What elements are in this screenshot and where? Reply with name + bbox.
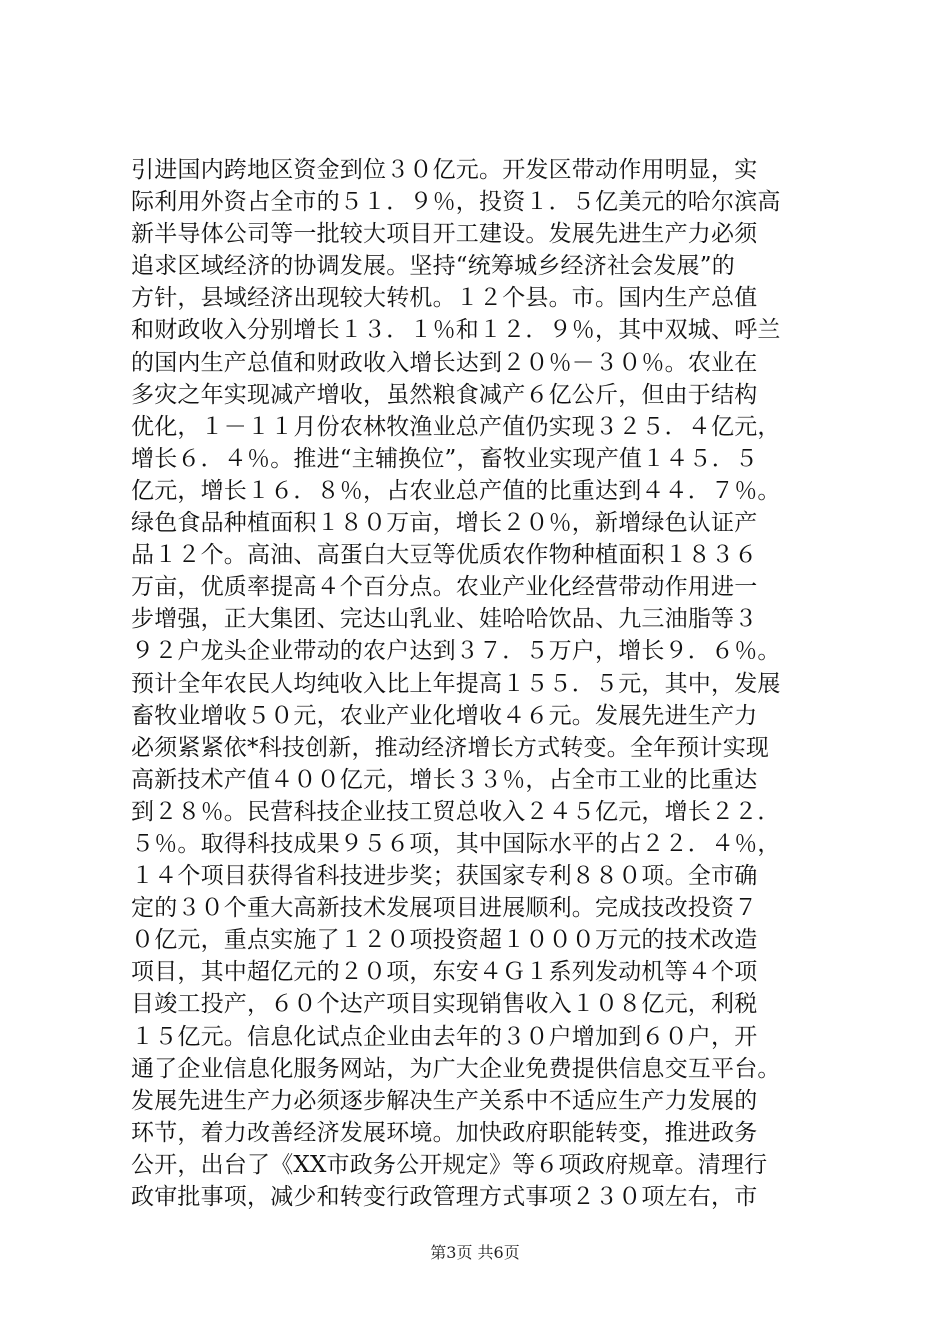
- text-line: 品１２个。高油、高蛋白大豆等优质农作物种植面积１８３６: [131, 542, 758, 569]
- text-line: 追求区域经济的协调发展。坚持“统筹城乡经济社会发展”的: [131, 253, 735, 280]
- text-line: 政审批事项，减少和转变行政管理方式事项２３０项左右，市: [131, 1184, 758, 1210]
- text-line: 目竣工投产，６０个达产项目实现销售收入１０８亿元，利税: [131, 991, 758, 1018]
- text-line: 步增强，正大集团、完达山乳业、娃哈哈饮品、九三油脂等３: [131, 606, 758, 633]
- text-line: 项目，其中超亿元的２０项，东安４Ｇ１系列发动机等４个项: [131, 959, 758, 986]
- text-line: 际利用外资占全市的５１．９％，投资１．５亿美元的哈尔滨高: [131, 189, 781, 216]
- text-line: 多灾之年实现减产增收，虽然粮食减产６亿公斤，但由于结构: [131, 381, 758, 408]
- text-line: 增长６．４％。推进“主辅换位”，畜牧业实现产值１４５．５: [131, 445, 759, 472]
- text-line: 预计全年农民人均纯收入比上年提高１５５．５元，其中，发展: [131, 670, 781, 697]
- text-line: 万亩，优质率提高４个百分点。农业产业化经营带动作用进一: [131, 574, 758, 601]
- text-line: 方针，县域经济出现较大转机。１２个县。市。国内生产总值: [131, 285, 758, 312]
- text-line: 公开，出台了《XX市政务公开规定》等６项政府规章。清理行: [131, 1151, 768, 1178]
- document-body: [131, 154, 851, 1213]
- text-line: 畜牧业增收５０元，农业产业化增收４６元。发展先进生产力: [131, 702, 758, 729]
- text-line: 新半导体公司等一批较大项目开工建设。发展先进生产力必须: [131, 221, 758, 248]
- text-line: 发展先进生产力必须逐步解决生产关系中不适应生产力发展的: [131, 1087, 758, 1114]
- text-line: 和财政收入分别增长１３．１％和１２．９％，其中双城、呼兰: [131, 317, 781, 344]
- text-line: 必须紧紧依*科技创新，推动经济增长方式转变。全年预计实现: [131, 734, 770, 761]
- text-line: ９２户龙头企业带动的农户达到３７．５万户，增长９．６％。: [131, 638, 781, 665]
- text-line: 亿元，增长１６．８％，占农业总产值的比重达到４４．７％。: [131, 477, 781, 504]
- text-line: 优化，１－１１月份农林牧渔业总产值仍实现３２５．４亿元，: [131, 413, 781, 440]
- text-line: 到２８％。民营科技企业技工贸总收入２４５亿元，增长２２．: [131, 798, 781, 825]
- text-line: １４个项目获得省科技进步奖；获国家专利８８０项。全市确: [131, 863, 758, 890]
- text-line: １５亿元。信息化试点企业由去年的３０户增加到６０户，开: [131, 1023, 758, 1050]
- text-line: 高新技术产值４００亿元，增长３３％，占全市工业的比重达: [131, 766, 758, 793]
- text-line: 的国内生产总值和财政收入增长达到２０％－３０％。农业在: [131, 349, 758, 376]
- text-line: ５％。取得科技成果９５６项，其中国际水平的占２２．４％，: [131, 830, 781, 857]
- text-line: 环节，着力改善经济发展环境。加快政府职能转变，推进政务: [131, 1119, 758, 1146]
- text-line: 定的３０个重大高新技术发展项目进展顺利。完成技改投资７: [131, 895, 758, 922]
- text-line: 引进国内跨地区资金到位３０亿元。开发区带动作用明显，实: [131, 157, 758, 183]
- page-footer: 第3页 共6页: [430, 1243, 520, 1262]
- text-line: 通了企业信息化服务网站，为广大企业免费提供信息交互平台。: [131, 1055, 781, 1082]
- text-line: 绿色食品种植面积１８０万亩，增长２０％，新增绿色认证产: [131, 510, 758, 537]
- text-line: ０亿元，重点实施了１２０项投资超１０００万元的技术改造: [131, 927, 758, 954]
